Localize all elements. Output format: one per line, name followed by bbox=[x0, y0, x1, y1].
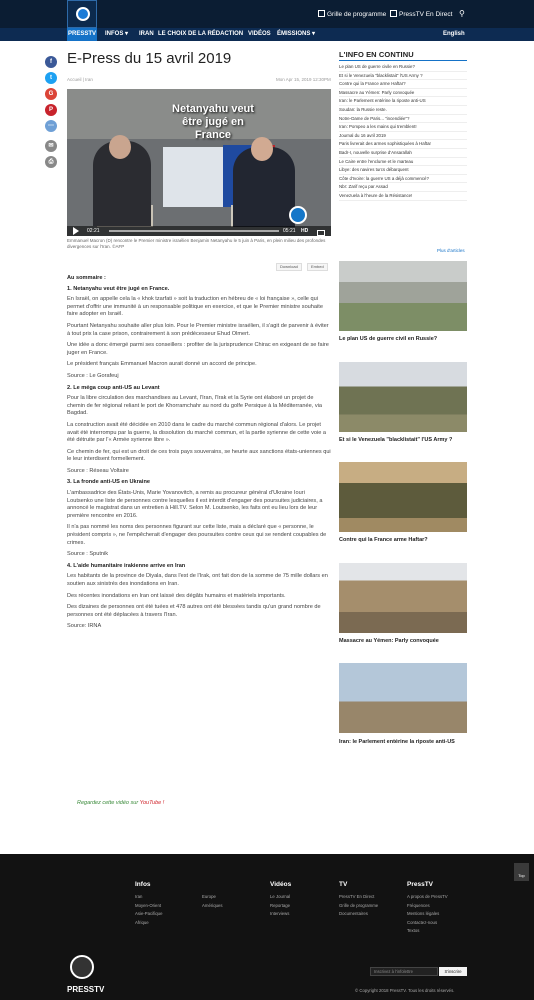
article-sections bbox=[67, 286, 331, 631]
footer-logo-text[interactable]: PRESSTV bbox=[67, 985, 105, 994]
article-body bbox=[67, 275, 331, 635]
footer-link[interactable]: Interviews bbox=[270, 911, 290, 917]
card-image-2[interactable] bbox=[339, 362, 467, 432]
email-icon[interactable]: ✉ bbox=[45, 140, 57, 152]
logo-text[interactable]: PRESSTV bbox=[67, 28, 97, 41]
video-player[interactable] bbox=[67, 89, 331, 236]
tv-icon bbox=[390, 10, 397, 17]
calendar-icon bbox=[318, 10, 325, 17]
card-title-5[interactable]: Iran: le Parlement entérine la riposte anti-US bbox=[339, 739, 455, 745]
back-to-top-button[interactable]: Top bbox=[514, 863, 529, 881]
section-paragraph: Source : Le Gorafeuj bbox=[67, 372, 119, 379]
section-paragraph: Une idée a donc émergé parmi ses conseillers : profiter de la jurisprudence Chirac en exigeant de se faire juger en France. bbox=[67, 342, 329, 356]
news-item[interactable]: Le plan US de guerre civile en Russie? bbox=[339, 63, 467, 72]
nav-item-emissions[interactable]: ÉMISSIONS ▾ bbox=[277, 31, 316, 37]
footer-link[interactable]: Textos bbox=[407, 928, 420, 934]
section-paragraph: Des dizaines de personnes ont été tuées et 478 autres ont été blessées tandis qu'un grand nombre de personnes ont été déplacées à travers l'Iran. bbox=[67, 604, 321, 618]
video-controls[interactable] bbox=[67, 226, 331, 236]
footer-link[interactable]: Contactez-nous bbox=[407, 919, 438, 925]
card-title-1[interactable]: Le plan US de guerre civil en Russie? bbox=[339, 336, 438, 342]
google-plus-icon[interactable]: G bbox=[45, 88, 57, 100]
card-image-4[interactable] bbox=[339, 563, 467, 633]
logo-icon bbox=[76, 7, 90, 21]
newsletter-button[interactable]: S'inscrire bbox=[439, 967, 467, 976]
card-image-1[interactable] bbox=[339, 261, 467, 331]
footer-link[interactable]: A propos de PressTV bbox=[407, 894, 448, 899]
video-title: Netanyahu veut être jugé en France bbox=[172, 103, 254, 141]
twitter-icon[interactable]: t bbox=[45, 72, 57, 84]
fullscreen-icon[interactable] bbox=[317, 230, 325, 236]
section-paragraph: Le président français Emmanuel Macron aurait donné un accord de principe. bbox=[67, 361, 257, 368]
more-articles-link[interactable]: Plus d'articles bbox=[437, 248, 465, 253]
news-item[interactable]: Et si le Venezuela "blacklistait" l'US Army ? bbox=[339, 72, 467, 81]
news-item[interactable]: Paris livrerait des armes sophistiquées à Haftar bbox=[339, 140, 467, 149]
video-progress[interactable] bbox=[109, 230, 279, 232]
language-link[interactable]: English bbox=[443, 31, 465, 37]
footer-link[interactable]: Reportage bbox=[270, 902, 291, 908]
news-item[interactable]: Iran: Pompeo a les mains qui tremblent! bbox=[339, 123, 467, 132]
article-date: Mon Apr 15, 2019 12:30PM bbox=[276, 77, 331, 82]
embed-button[interactable]: Embed bbox=[307, 263, 328, 271]
footer-link[interactable]: Le Journal bbox=[270, 894, 291, 899]
summary-label: Au sommaire : bbox=[67, 275, 106, 281]
pinterest-icon[interactable]: P bbox=[45, 104, 57, 116]
section-heading: 4. L'aide humanitaire irakienne arrive en Iran bbox=[67, 562, 186, 569]
footer-link[interactable]: Fréquences bbox=[407, 902, 430, 908]
card-title-4[interactable]: Massacre au Yémen: Parly convoquée bbox=[339, 638, 439, 644]
section-paragraph: Pourtant Netanyahu souhaite aller plus loin. Pour le Premier ministre israélien, il s'agit de parvenir à éviter à tout prix la case prison, contrairement à son prédécesseur Ehud Olmert. bbox=[67, 322, 329, 337]
video-caption: Emmanuel Macron (D) rencontre le Premier ministre israélien Benjamin Netanyahu le 5 juin à Paris, en plein milieu des profondes divergences sur l'Iran. ©AFP bbox=[67, 238, 326, 249]
section-paragraph: La construction avait été décidée en 2010 dans le cadre du marché commun régional d'alors. Le projet avait été interrompu par la guerre, la dissolution du marché commun, et la partie syrienne de cette voie a été détruite par l'« Armée syrienne libre ». bbox=[67, 421, 327, 444]
section-heading: 3. La fronde anti-US en Ukraine bbox=[67, 479, 150, 486]
presstv-watermark-icon bbox=[289, 206, 307, 224]
footer-link[interactable]: Amériques bbox=[202, 902, 223, 908]
video-current-time: 02:21 bbox=[87, 228, 100, 234]
sidebar-title: L'INFO EN CONTINU bbox=[339, 50, 414, 59]
presstv-logo[interactable] bbox=[67, 0, 97, 28]
news-item[interactable]: Nbr: Zarif reçu par Assad bbox=[339, 183, 467, 192]
nav-item-choix[interactable]: LE CHOIX DE LA RÉDACTION bbox=[158, 31, 244, 37]
grille-link[interactable]: Grille de programme bbox=[318, 10, 386, 19]
news-item[interactable]: Journal du 16 avril 2019 bbox=[339, 132, 467, 141]
card-title-3[interactable]: Contre qui la France arme Haftar? bbox=[339, 537, 428, 543]
news-item[interactable]: Notre-Dame de Paris... "incendiée"? bbox=[339, 115, 467, 124]
youtube-link[interactable]: YouTube ! bbox=[139, 800, 165, 806]
search-icon[interactable]: ⚲ bbox=[459, 9, 465, 18]
section-heading: 1. Netanyahu veut être jugé en France. bbox=[67, 285, 170, 292]
news-item[interactable]: Libye: des navires turcs débarquent bbox=[339, 166, 467, 175]
section-paragraph: Pour la libre circulation des marchandises au Levant, l'Iran, l'Irak et la Syrie ont élaboré un projet de chemin de fer régional reliant le port de Khorramchahr au nord du golfe Persique à la Méditerranée, via Bagdad. bbox=[67, 395, 322, 417]
section-paragraph: Source : Réseau Voltaire bbox=[67, 467, 129, 474]
news-item[interactable]: Contre qui la France arme Haftar? bbox=[339, 80, 467, 89]
section-paragraph: Il n'a pas nommé les noms des personnes figurant sur cette liste, mais a déclaré que « personne, le président compris », ne l'empêcherait d'engager des poursuites contre ceux qui se rendent coupables de crimes. bbox=[67, 524, 327, 546]
card-title-2[interactable]: Et si le Venezuela "blacklistait" l'US Army ? bbox=[339, 437, 453, 443]
footer-heading: TV bbox=[339, 881, 348, 888]
newsletter-input[interactable]: Inscrivez à l'infolettre bbox=[370, 967, 438, 976]
footer-link[interactable]: Asie-Pacifique bbox=[135, 911, 163, 917]
news-item[interactable]: Le Caire entre l'enclume et le marteau bbox=[339, 158, 467, 167]
download-button[interactable]: Download bbox=[276, 263, 302, 271]
card-image-5[interactable] bbox=[339, 663, 467, 733]
hd-toggle[interactable]: HD bbox=[301, 228, 309, 234]
breadcrumb[interactable]: Accueil | Iran bbox=[67, 77, 93, 82]
nav-item-iran[interactable]: IRAN bbox=[139, 31, 154, 37]
section-paragraph: Source : Sputnik bbox=[67, 551, 109, 558]
section-paragraph: Ce chemin de fer, qui est un droit de ces trois pays souverains, se heurte aux sanctions états-uniennes qui le leur interdisent formellement. bbox=[67, 448, 331, 463]
sidebar-divider bbox=[339, 60, 467, 61]
print-icon[interactable]: ⎙ bbox=[45, 156, 57, 168]
card-image-3[interactable] bbox=[339, 462, 467, 532]
footer-link[interactable]: Mentions légales bbox=[407, 911, 440, 917]
news-item[interactable]: Soudan: la Russie reste. bbox=[339, 106, 467, 115]
footer-heading: PressTV bbox=[407, 881, 434, 888]
footer-link[interactable]: Iran bbox=[135, 894, 143, 899]
footer-heading: Infos bbox=[135, 881, 151, 888]
person-left-head bbox=[109, 135, 131, 159]
news-list bbox=[339, 63, 467, 201]
copyright: © Copyright 2018 PressTV. Tous les droits réservés. bbox=[355, 988, 455, 993]
promo-line: Regardez cette vidéo sur YouTube ! bbox=[77, 800, 165, 806]
footer-link[interactable]: Documentaires bbox=[339, 911, 368, 917]
facebook-icon[interactable]: f bbox=[45, 56, 57, 68]
share-icon[interactable]: ⋯ bbox=[45, 120, 57, 132]
footer-link[interactable]: Moyen-Orient bbox=[135, 902, 162, 908]
section-heading: 2. Le méga coup anti-US au Levant bbox=[67, 384, 160, 391]
footer-link[interactable]: Grille de programme bbox=[339, 902, 379, 908]
section-paragraph: En Israël, on appelle cela la « khok tzarfati » soit la traduction en hébreu de « loi française », celle qui permet d'offrir une immunité à un responsable politique en exercice, et que le Premier ministre souhaite faire adopter en Israël. bbox=[67, 296, 323, 318]
news-item[interactable]: Iran: le Parlement entérine la riposte anti-US bbox=[339, 97, 467, 106]
direct-link[interactable]: PressTV En Direct bbox=[390, 10, 452, 19]
news-item[interactable]: Venezuela à l'heure de la Résistance! bbox=[339, 192, 467, 201]
news-item[interactable]: Badr-I, nouvelle surprise d'Ansarallah bbox=[339, 149, 467, 158]
footer-logo-icon[interactable] bbox=[70, 955, 94, 979]
section-paragraph: Des récentes inondations en Iran ont laissé des dégâts humains et matériels importants. bbox=[67, 592, 286, 599]
section-paragraph: Les habitants de la province de Diyala, dans l'est de l'Irak, ont fait don de la somme de 75 mille dollars en soutien aux sinistrés des inondations en Iran. bbox=[67, 573, 328, 587]
section-paragraph: L'ambassadrice des États-Unis, Marie Yovanovitch, a remis au procureur général d'Ukraine Iouri Loutsenko une liste de personnes contre lesquelles il est interdit d'engager des poursuites judiciaires, a annoncé le magistrat dans un entretien à Hill.TV. Selon M. Loutsenko, les faits ont eu lieu lors de leur première rencontre en 2016. bbox=[67, 490, 323, 519]
page-title: E-Press du 15 avril 2019 bbox=[67, 50, 232, 67]
play-icon[interactable] bbox=[73, 227, 79, 235]
news-item[interactable]: Massacre au Yémen: Parly convoquée bbox=[339, 89, 467, 98]
footer-link[interactable]: Europe bbox=[202, 894, 216, 899]
footer-link[interactable]: PressTV En Direct bbox=[339, 894, 375, 899]
section-paragraph: Source: IRNA bbox=[67, 623, 102, 630]
video-total-time: 05:21 bbox=[283, 228, 296, 234]
footer-link[interactable]: Afrique bbox=[135, 919, 149, 925]
nav-item-videos[interactable]: VIDÉOS bbox=[248, 31, 271, 37]
nav-item-infos[interactable]: INFOS ▾ bbox=[105, 31, 129, 37]
news-item[interactable]: Côte d'Ivoire: la guerre US a déjà commencé? bbox=[339, 175, 467, 184]
footer-heading: Vidéos bbox=[270, 881, 292, 888]
